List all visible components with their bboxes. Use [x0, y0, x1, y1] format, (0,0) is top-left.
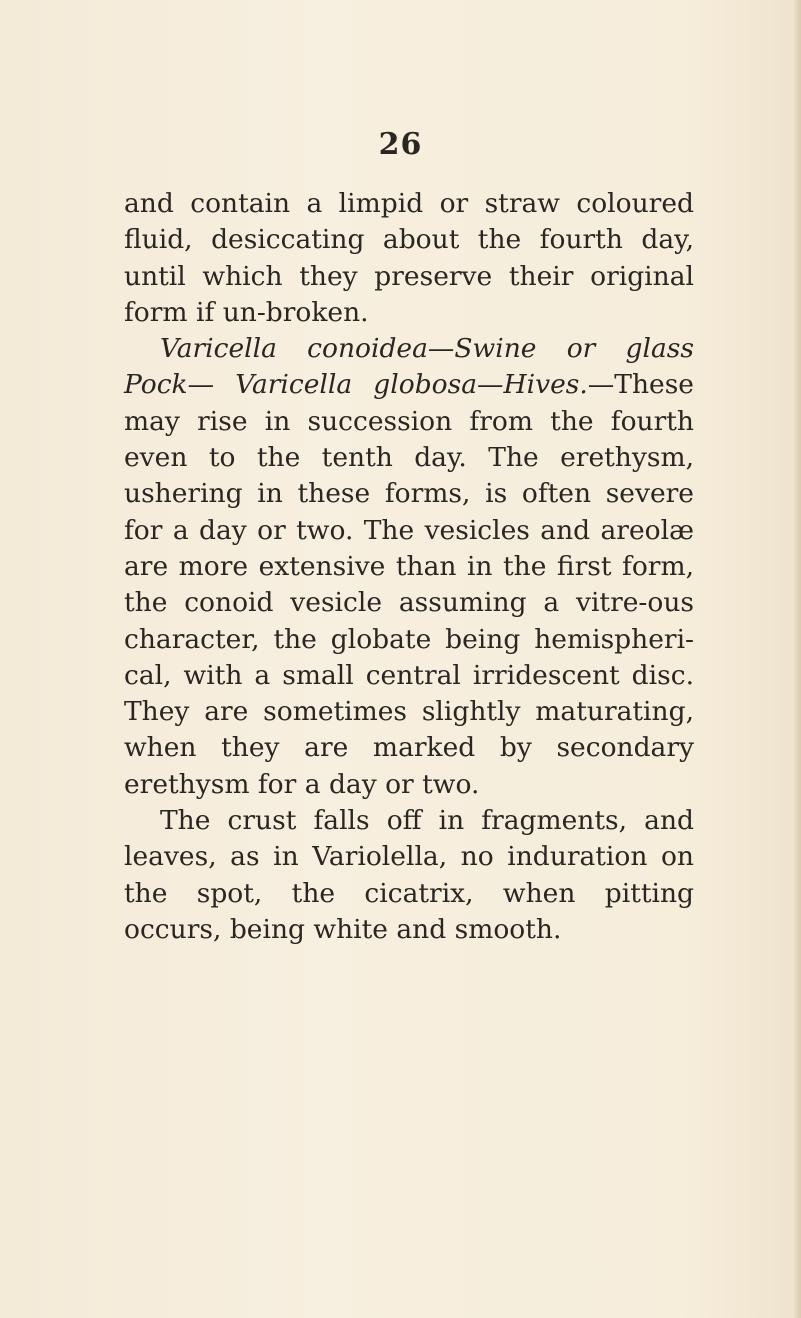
page-edge-shadow — [793, 0, 801, 1318]
paragraph-3 — [124, 803, 694, 948]
paragraph-2-text: —These may rise in succession from the fourth even to the tenth day. The erethysm, ushering in these forms, is often severe for a day or two. The vesicles and areolæ are more extensive than in the first form, the conoid vesicle assuming a vitre-ous character, the globate being hemispheri-cal, with a small central irridescent disc. They are sometimes slightly maturating, when they are marked by secondary erethysm for a day or two. — [124, 369, 694, 800]
paragraph-2 — [124, 331, 694, 803]
paragraph-1-text: and contain a limpid or straw coloured fluid, desiccating about the fourth day, until which they preserve their original form if un-broken. — [124, 188, 694, 328]
paragraph-2-italic-lead: Varicella conoidea—Swine or glass Pock— Varicella globosa—Hives. — [124, 333, 694, 401]
body-text — [124, 186, 694, 948]
page-number: 26 — [378, 127, 423, 162]
paragraph-1 — [124, 186, 694, 331]
paragraph-3-text: The crust falls off in fragments, and leaves, as in Variolella, no induration on the spot, the cicatrix, when pitting occurs, being white and smooth. — [124, 805, 694, 945]
